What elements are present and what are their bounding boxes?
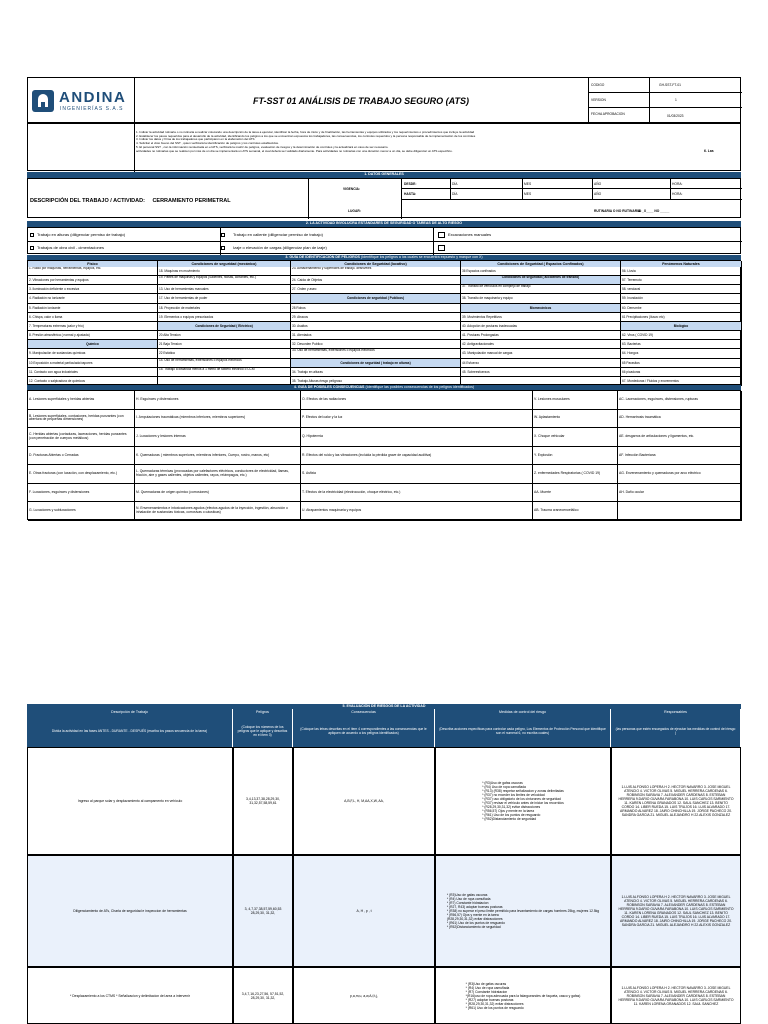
hazard-column-header: Condiciones de seguridad (mecánico) (158, 261, 291, 267)
hazard-column-header: Condiciones de Seguridad (locativo) (291, 261, 461, 267)
control-item: * (R27) adoptar buenas posturas (465, 997, 514, 1002)
evaluation-responsibles: 1.LUIS ALFONSO LOPERA H 2. HECTOR NAVARRO 3. JOSE MIGUEL ATENCIO 4. VICTOR OLIVAS 5. MIGUEL HERRERA CARDENAS 6. ROBINSON SARAVIA 7. ALEXANDER CARDENAS 8. ESTEBAN HERRERA 9.DARIO GUVARA FARABONA 10. LUIS CARLOS SARMIENTO 11. KAREN LORENA GRANADOS 12. SAUL SANCHEZ 13. BENITO CORDO 14. LIBER RUEDA 15. LUIS TRUJOS 16. LUIS ALVARADO 17. ARMANDO ALVAREZ 18. JAIRO CHINCHILLA 19. JORGE PACHECO 20. SANDRA GARCIA 21. MIGUEL ALEJANDRO H 22.ALEXIS GONZALEZ (611, 747, 741, 855)
consequences-note: (Identifique las posibles consecuencias de los peligros identificados) (365, 385, 475, 389)
consequence-cell: M. Quemaduras de origen químico (corrosiones) (135, 484, 301, 503)
evaluation-hazards: 3, 4,7,37,38,57,59,60,53 28,29,30, 31,32, (233, 855, 293, 967)
consequences-title: 4. GUÍA DE POSIBLES CONSECUENCIAS (293, 385, 365, 389)
control-item: * (R37) no exceder los limites de velocidad (482, 793, 545, 797)
evaluation-column-hint: (Coloque los números de los peligros que le aplique y descritos en el ítem 3) (233, 715, 293, 747)
evaluation-column-hint: (las personas que estén encargados de ejecutar las medidas de control del riesgo ) (611, 715, 741, 747)
hasta-label: HASTA: (404, 192, 417, 196)
hazard-cell: 36 Espacios confinados (461, 267, 621, 276)
hazard-cell: 42. Antigravitacionales (461, 340, 621, 349)
hazard-cell: 65 Parasitos (621, 359, 742, 368)
hazard-cell: 28 Robos (291, 304, 461, 313)
hazards-title: 3. GUÍA DE IDENTIFICACIÓN DE PELIGROS (285, 255, 360, 259)
consequence-cell: AA. Muerte (533, 484, 618, 503)
brand-sub: INGENIERÍAS S.A.S (60, 106, 124, 112)
control-item: * (R13) (R38) respetar señalizacion y zonas delimitadas (482, 789, 564, 793)
evaluation-step: Diligenciamiento de ATs, Charla de seguridad e inspeccion de herramientas (27, 855, 233, 967)
evaluation-consequences: A,B,F,L, H, M,AA,X,W, AA, (293, 747, 435, 855)
hazard-cell: 19. Elementos o equipos presurizados (158, 313, 291, 322)
consequence-cell: E. Otras fracturas (con luxación, con desplazamiento, etc.) (28, 465, 135, 484)
control-item: * (R52)Distanciamiento de seguridad (446, 925, 501, 929)
consequence-cell: R. Efectos del ruido y las vibraciones (incluida la pérdida grave de capacidad auditiva) (301, 447, 533, 466)
consequence-cell: W. Aplastamiento (533, 410, 618, 429)
hazard-cell: 63. Bacterias (621, 340, 742, 349)
meta-table (589, 78, 742, 124)
hazard-cell: 6. Chispa, calor o llama (28, 313, 158, 322)
consequence-cell: F. Luxaciones, esguinces y distensiones (28, 484, 135, 503)
activity-item[interactable] (30, 245, 104, 250)
hazard-cell: 3. Iluminación deficiente o excesiva (28, 285, 158, 294)
hazard-subheader: Condiciones de Seguridad ( Eléctrico) (158, 322, 291, 331)
hazard-cell: 5. Radiación ionizante (28, 304, 158, 313)
control-item: * (R3)Uso de gafas oscuras (446, 893, 488, 897)
control-item: * (R52)Distanciamiento de seguridad (482, 817, 537, 821)
activity-item[interactable] (438, 232, 491, 238)
hazard-column-header: Condiciones de Seguridad ( Espacios Confinados) (461, 261, 621, 267)
controls-list (482, 781, 564, 821)
hazard-subheader: Condiciones de seguridad ( Publicos) (291, 294, 461, 303)
controls-list (447, 893, 599, 929)
hazard-cell: 58. vendaval (621, 285, 742, 294)
consequence-cell: Z. enfermedades Respiratorias ( COVID 19) (533, 465, 618, 484)
control-item: * (R28,29,30,31,32) evitar distracciones (465, 1001, 524, 1006)
hazard-cell: 45. Sobreesfuerzos (461, 368, 621, 377)
control-item: * (R56,57) Ojos y mente en la tarea (482, 809, 535, 813)
hazard-subheader: Biológico (621, 322, 742, 331)
hazard-cell: 44 Esfuerzo (461, 359, 621, 368)
rutinaria-label: RUTINARIA O NO RUTINARIA: (594, 209, 642, 213)
hazard-cell: 40. Adopción de posturas inadecuadas (461, 322, 621, 331)
hazard-cell: 2. Vibraciones por herramientas y equipos (28, 276, 158, 285)
desc-label (30, 198, 231, 204)
consequence-cell: N. Envenenamientos e intoxicaciones agudos (efectos agudos de la inyección, ingestión, absorción o inhalación de sustancias tóxicas, corrosivas o cáusticas) (135, 502, 301, 521)
hazard-column-header: Fenómenos Naturales (621, 261, 742, 267)
hazard-cell: 27. Orden y aseo (291, 285, 461, 294)
control-item: * (R37) revisar el vehiculo antes de iniciar los recorridos (482, 801, 564, 805)
consequence-cell: H. Esguinces y distensiones (135, 391, 301, 410)
evaluation-column-header: Peligros (233, 709, 293, 715)
consequence-cell: AC. Laceraciones, esguinces, distensiones, rupturas (618, 391, 742, 410)
control-item: (R28,29,30,31,32) evitar distracciones (446, 917, 503, 921)
checkbox[interactable] (438, 232, 445, 238)
checkbox[interactable] (30, 246, 34, 250)
hazard-cell: 41. Posturas Prolongadas (461, 331, 621, 340)
control-item: * (R61) Uso de los puntos de resguardo (465, 1005, 524, 1010)
brand-name: ANDINA (59, 89, 127, 106)
activity-label: Trabajos de obra civil - cimentaciones (37, 245, 104, 250)
instructions-side: 6. Las (704, 149, 714, 153)
evaluation-responsibles: 1.LUIS ALFONSO LOPERA H 2. HECTOR NAVARRO 3. JOSE MIGUEL ATENCIO 4. VICTOR OLIVAS 5. MIGUEL HERRERA CARDENAS 6. ROBINSON SARAVIA 7. ALEXANDER CARDENAS 8. ESTEBAN HERRERA 9.DARIO GUVARA FARABONA 10. LUIS CARLOS SARMIENTO 11. KAREN LORENA GRANADOS 12. SAUL SANCHEZ 13. BENITO CORDO 14. LIBER RUEDA 15. LUIS TRUJOS 16. LUIS ALVARADO 17. ARMANDO ALVAREZ 18. JAIRO CHINCHILLA 19. JORGE PACHECO 20. SANDRA GARCIA 21. MIGUEL ALEJANDRO H 22.ALEXIS GONZALEZ (611, 855, 741, 967)
evaluation-column-hint: (Describa acciones específicas para controlar cada peligro, Los Elementos de Protección Personal que identifique son el numeral 6, no escriba cuales) (435, 715, 611, 747)
hazards-note: (Identifique los peligros a los cuales se encuentra expuesto y marque con X) (360, 255, 483, 259)
hora-label: HORA: (672, 192, 683, 196)
general-block (27, 178, 741, 218)
hazard-cell: 35. Trabajo Alturas riesgo peligroso (291, 377, 461, 386)
hazard-cell: 31. Atentados (291, 331, 461, 340)
hazard-cell: 24. Caída de Objetos (291, 276, 461, 285)
control-item: * (R4) Uso de ropa camuflada (465, 985, 510, 990)
instruction-line: 4. Solicitar el visto bueno del SST , quien verificará la identificación de peligros y los controles establecidos. (136, 141, 279, 146)
hazard-cell: 21 Baja Tension (158, 340, 291, 349)
evaluation-table (27, 704, 741, 1024)
consequence-cell: J. Luxaciones y lesiones internas (135, 428, 301, 447)
hazard-cell: 43. Manipulación manual de cargas (461, 349, 621, 358)
control-item: * (R7) Constante hidratacion (465, 989, 508, 994)
instructions (136, 131, 696, 153)
control-item: * (R4) Uso de ropa camuflada (446, 897, 491, 901)
evaluation-column-hint: Divida la actividad en las fases ANTES - DURANTE - DESPUÉS (escriba los pasos secuencia de la tarea) (27, 715, 233, 747)
checkbox[interactable] (438, 245, 445, 251)
evaluation-hazards: 3,4,13,37,38,28,29,30, 31,32,57,58,59,61 (233, 747, 293, 855)
control-item: * (R61) Uso de los puntos de resguardo (446, 921, 505, 925)
consequence-cell: O. Efectos de las radiaciones (301, 391, 533, 410)
meta-value: 1 (675, 98, 677, 102)
mes-label: MES (524, 182, 532, 186)
hazard-cell: 18. Máquinas en movimiento (158, 267, 291, 276)
consequence-cell (618, 502, 742, 521)
evaluation-controls (435, 967, 611, 1024)
hazard-cell: 38. Transito de maquinaria y equipo (461, 294, 621, 303)
activity-item[interactable] (438, 245, 448, 251)
consequence-cell: D. Fracturas Abiertas o Cerradas (28, 447, 135, 466)
hazard-column-header: Físico (28, 261, 158, 267)
activity-label: Trabajo en alturas (diligenciar permiso de trabajo) (37, 232, 126, 237)
lugar-label: LUGAR: (348, 209, 361, 213)
hazard-cell: 11. Contacto con agua industriales (28, 368, 158, 377)
consequence-cell: Q. Hipotermia (301, 428, 533, 447)
form-title: FT-SST 01 ANÁLISIS DE TRABAJO SEGURO (ATS) (252, 96, 470, 106)
activity-item[interactable] (30, 232, 125, 237)
meta-value: GH-SST-FT-01 (659, 83, 681, 87)
hazard-subheader: Biomecánicos (461, 304, 621, 313)
dia-label: DÍA (452, 182, 458, 186)
hazard-cell: 12. Contacto o salpicadura de químicos (28, 377, 158, 386)
instruction-line: 2. Establecer los pasos requeridos para el desarrollo de la actividad, identificando los peligros a los que se encuentran expuestos los trabajadores, las consecuencias, los controles requeridos y la persona responsable de la implementación de los controles (136, 133, 476, 138)
hazard-cell: 7. Temperaturas extremas (calor y frío) (28, 322, 158, 331)
section-activity-header: 2. LA ACTIVIDAD INVOLUCRA ESTÁNDARES DE SEGURIDAD O TAREAS DE ALTO RIESGO (27, 221, 741, 227)
consequence-cell: C. Heridas abiertas (cortaduras, laceraciones, heridas punzantes (con penetración de cuerpos metálicos) (28, 428, 135, 447)
hazard-cell: 29. Atracos (291, 313, 461, 322)
dia-label: DÍA (452, 192, 458, 196)
hazard-cell: 20 Alta Tension (158, 331, 291, 340)
consequence-cell: P. Efectos del calor y la luz (301, 410, 533, 429)
control-item: * (R27, R43) adoptar buenas posturas (446, 905, 503, 909)
consequences-table (27, 390, 741, 520)
hora-label: HORA: (672, 182, 683, 186)
hazard-cell: 30. Asaltos (291, 322, 461, 331)
hazard-cell: 37. Transito de vehículos en complejo de trabajo (461, 285, 621, 294)
activity-item[interactable] (221, 245, 228, 250)
rutinaria-value: SI _X____ NO _____ (638, 209, 670, 213)
evaluation-hazards: 3,4,7,16,23,27,56, 57,51,52, 28,29,30, 31,32, (233, 967, 293, 1024)
hazard-cell: 22 Estática (158, 349, 291, 358)
control-item: * (R3)Uso de gafas oscuras (482, 781, 523, 785)
hazard-cell: 4. Radiación no ionizante (28, 294, 158, 303)
activity-label: Trabajo en caliente (diligenciar permiso de trabajo) (233, 232, 323, 237)
consequence-cell: I. Amputaciones traumáticas (miembros inferiores, miembros superiores) (135, 410, 301, 429)
hazard-cell: 17. Uso de herramientas de poder (158, 294, 291, 303)
instruction-line: actividades no rutinarias que se realicen por más de un día se implementará un ATS semanal, el cual deberá ser validado diariamente. Para actividades no rutinarias con una duración menor a un día, se debe diligenciar un ATS específico. (136, 148, 453, 153)
hazard-subheader: Químico (28, 340, 158, 349)
andina-logo-icon (32, 90, 54, 112)
meta-label: VERSION (591, 98, 606, 102)
vigencia-label: VIGENCIA: (343, 187, 361, 191)
evaluation-controls (435, 855, 611, 967)
checkbox[interactable] (30, 233, 34, 237)
meta-label: CODIGO (591, 83, 605, 87)
hazard-cell: 39. Movimientos Repetitivos (461, 313, 621, 322)
consequence-cell: X. Choque vehicular (533, 428, 618, 447)
activity-item[interactable] (221, 232, 228, 237)
control-item: * (R4) Uso de ropa camuflada (482, 785, 526, 789)
evaluation-column-header: Medidas de control del riesgo (435, 709, 611, 715)
evaluation-consequences: A, H , p , t (293, 855, 435, 967)
evaluation-controls (435, 747, 611, 855)
hazard-subheader: Condiciones de seguridad ( accidentes de transito) (461, 276, 621, 285)
instruction-line: 5. El personal SST , con la información recolectada en el ATS, verificará la matriz de peligros, evaluación de riesgos y la determinación de controles y la actualizará en caso de ser necesario. (136, 144, 389, 149)
hazard-cell: 34. Trabajo en alturas (291, 368, 461, 377)
consequence-cell: T. Efectos de la electricidad (electrocución, choque eléctrico, etc.) (301, 484, 533, 503)
evaluation-column-hint: (Coloque las letras descritas en el ítem 4 correspondientes a las consecuencias que le apliquen de acuerdo a los peligros identificados) (293, 715, 435, 747)
control-item: * (R28,29,30,31,32) evitar distracciones (482, 805, 541, 809)
desc-value: CERRAMIENTO PERIMETRAL (152, 198, 231, 204)
control-item: * (R7) Constante hidratacion (446, 901, 489, 905)
evaluation-responsibles: 1.LUIS ALFONSO LOPERA H 2. HECTOR NAVARRO 3. JOSE MIGUEL ATENCIO 4. VICTOR OLIVAS 5. MIGUEL HERRERA CARDENAS 6. ROBINSON SARAVIA 7. ALEXANDER CARDENAS 8. ESTEBAN HERRERA 9.DARIO GUVARA FARABONA 10. LUIS CARLOS SARMIENTO 11. KAREN LORENA GRANADOS 12. SAUL SANCHEZ (611, 967, 741, 1024)
evaluation-consequences: p,a,m,u, a,w,A,f,t,j, (293, 967, 435, 1024)
section-evaluation-header: 5. EVALUACIÓN DE RIESGOS DE LA ACTIVIDAD (27, 704, 741, 709)
evaluation-column-header: Consecuencias (293, 709, 435, 715)
hazard-cell: 13. Uso de herramientas manuales (158, 285, 291, 294)
consequence-cell: AF. Infección Bacteriana (618, 447, 742, 466)
hazard-cell: 8. Presión atmosférica ( normal y ajustada) (28, 331, 158, 340)
section-general-header: 1. DATOS GENERALES (27, 172, 741, 178)
consequence-cell: AD. Hemartrosis traumática (618, 410, 742, 429)
evaluation-column-header: Descripción de Trabajo (27, 709, 233, 715)
hazards-table (27, 260, 741, 385)
hazard-cell: 56. Lluvia (621, 267, 742, 276)
hazard-cell: 62. Virus ( COVID 19) (621, 331, 742, 340)
controls-list (466, 982, 581, 1010)
desc-label-text: DESCRIPCIÓN DEL TRABAJO / ACTIVIDAD: (30, 198, 145, 204)
form-header (27, 77, 741, 123)
checkbox[interactable] (221, 233, 225, 237)
checkbox[interactable] (221, 246, 225, 250)
consequence-cell: V. Lesiones musculares (533, 391, 618, 410)
hazard-cell: 32. Desorden Publico (291, 340, 461, 349)
hazard-cell: 60. Derrumbe (621, 304, 742, 313)
hazard-cell: 14. Uso de herramientas, extensiones o equipos eléctricos (158, 359, 291, 368)
hazard-cell: 9. Manipulación de sustancias químicas (28, 349, 158, 358)
anio-label: AÑO (594, 182, 602, 186)
hazard-cell: 15. Trabajo a distancia menos a 1 metro de tablero eléctrico o CCM (158, 368, 291, 377)
control-item: * (R37) uso obligatorio de los cinturones de seguridad (482, 797, 561, 801)
hazard-cell: 66 picaduras (621, 368, 742, 377)
consequence-cell: L. Quemaduras térmicas (provocadas por calefactores eléctricos, conductores de electricidad, llamas, fricción, aire y gases calientes, objetos calientes, rayos, relámpagos, etc.) (135, 465, 301, 484)
evaluation-column-header: Responsables (611, 709, 741, 715)
instruction-line: 1. Indicar la actividad rutinaria o no rutinaria a realizar colocando una descripción de la tarea a ejecutar, identificar la fecha, hora de inicio y de finalización, las herramientas y equipos utilizados y los requerimientos o procedimientos que incluye la actividad (136, 130, 475, 134)
consequence-cell: Y. Explosión (533, 447, 618, 466)
activity-item[interactable] (233, 245, 327, 250)
hazard-cell: 61 Precipitaciones (Ilusvo etc) (621, 313, 742, 322)
consequence-cell: G. Luxaciones y subluxaciones (28, 502, 135, 521)
hazard-cell: 33. Uso de herramientas, extensiones o equipos eléctricos (291, 349, 461, 358)
hazard-cell: 18. Proyección de materiales (158, 304, 291, 313)
activity-item[interactable] (233, 232, 323, 237)
hazard-cell: 64. Hongos (621, 349, 742, 358)
anio-label: AÑO (594, 192, 602, 196)
control-item: * (R56,57) Ojos y mente en la tarea (446, 913, 499, 917)
activity-label: Excavaciones manuales (448, 232, 492, 238)
hazard-cell: 57. Terremoto (621, 276, 742, 285)
instruction-line: 3. Indicar los datos y firma de los trabajadores que participaron en la elaboración del ATS (136, 137, 255, 142)
hazard-cell: 59. Inundación (621, 294, 742, 303)
hazard-cell: 19. Partes de máquinas y equipos (Salientes, filosas, cortantes, etc.) (158, 276, 291, 285)
control-item: * (R38) no superar el peso limite permitido para levantamiento de cargas hombres 25kg, mujeres 12.5kg (446, 909, 600, 913)
consequence-cell: B. Lesiones superficiales, contusiones, heridas punzantes (con abertura de pequeñas dimensiones) (28, 410, 135, 429)
hazard-cell: 23. Almacenamiento y superficies de trabajo. desniveles (291, 267, 461, 276)
evaluation-step: * Desplazamiento a los CTMS * Señalizacion y delimitacion del area a intervenir (27, 967, 233, 1024)
activity-block (27, 227, 741, 254)
hazard-cell: 1. Ruido por maquinas, herramientas, equipos, etc. (28, 267, 158, 276)
consequence-cell: AG. Envenenamiento y quemaduras por arco eléctrico (618, 465, 742, 484)
consequence-cell: S. Asfixia (301, 465, 533, 484)
control-item: *(R16)uso de ropa adecuada para la falargueandes de faqueta, casco y gafas) (465, 993, 581, 998)
consequence-cell: A. Lesiones superficiales y heridas abiertas (28, 391, 135, 410)
logo (32, 86, 132, 116)
consequence-cell: AE. desgarros de articulaciones y ligamentos, etc. (618, 428, 742, 447)
meta-value: 01/03/2023 (667, 114, 684, 118)
consequence-cell: AB. Trauma craneoencefálico (533, 502, 618, 521)
activity-label: Izaje o elevación de cargas (diligenciar plan de izaje) (233, 245, 327, 250)
consequence-cell: AH. Daño ocular (618, 484, 742, 503)
hazard-cell: 67. Mordeduras / Fluidos y excrementos (621, 377, 742, 386)
control-item: * (R61) Uso de los puntos de resguardo (482, 813, 541, 817)
consequence-cell: U. Atrapamientos maquinaria y equipos (301, 502, 533, 521)
instructions-box (27, 123, 741, 171)
control-item: * (R3)Uso de gafas oscuras (465, 981, 507, 986)
desde-label: DESDE: (404, 182, 417, 186)
mes-label: MES (524, 192, 532, 196)
consequence-cell: K. Quemaduras ( miembros superiores, miembros inferiores, Cuerpo, rostro, manos, etc) (135, 447, 301, 466)
meta-label: FECHA APROBACION (591, 112, 625, 116)
hazard-cell: 10 Exposición a material particulado/vapores (28, 359, 158, 368)
evaluation-step: Ingreso al parque solar y desplazamiento al campamento en vehículo (27, 747, 233, 855)
hazard-subheader: Condiciones de seguridad ( trabajo en alturas) (291, 359, 461, 368)
